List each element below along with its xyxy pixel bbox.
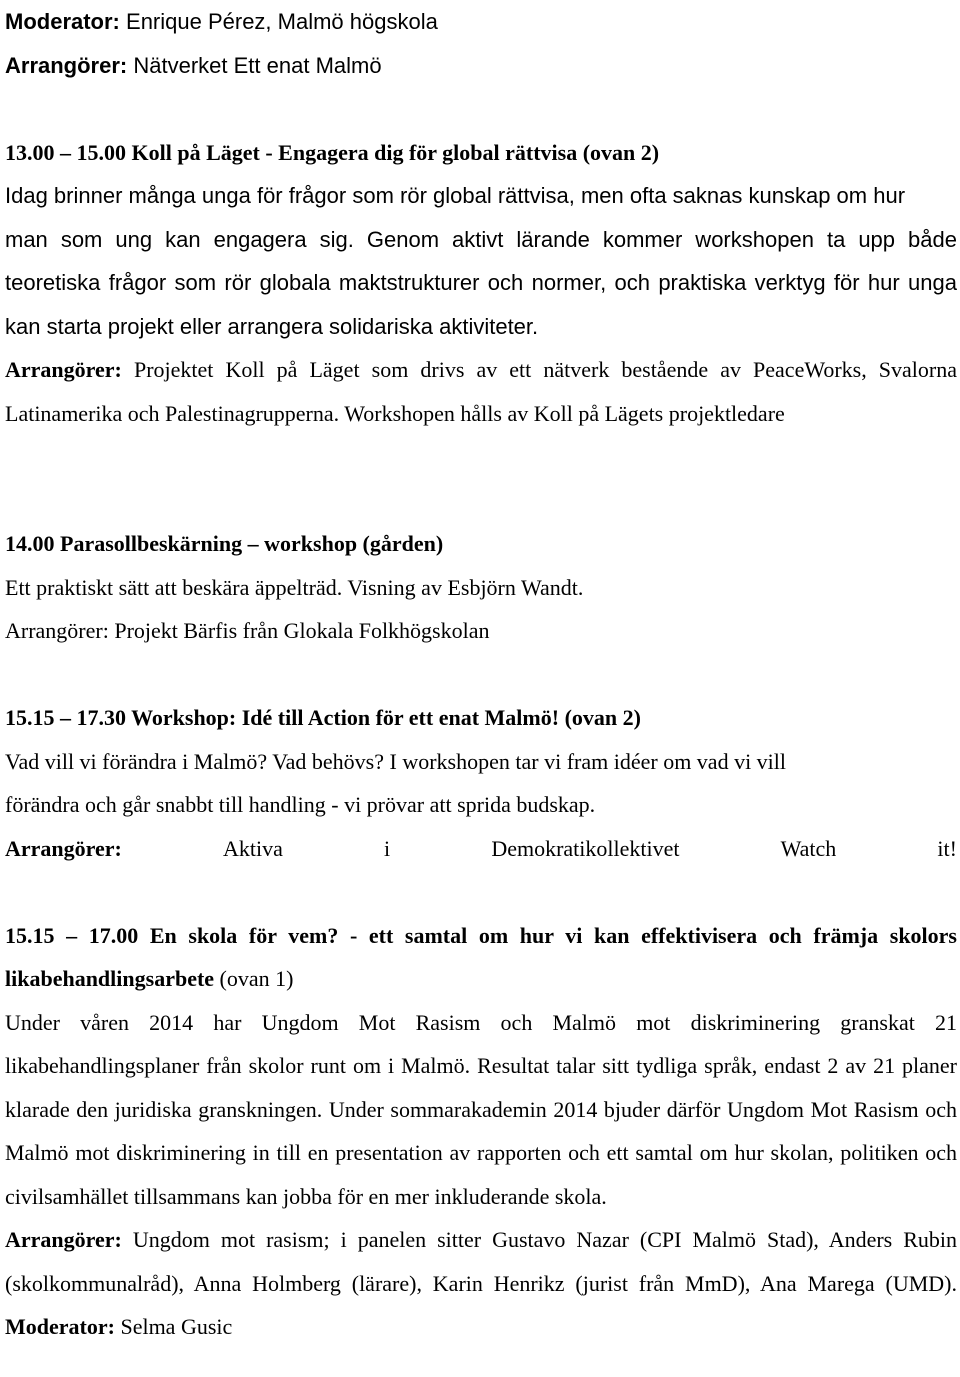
event1-desc-a2: man som ung kan engagera sig. — [5, 226, 354, 252]
event3-arr-w2: i — [384, 835, 391, 861]
event4-desc-c: Under sommarakademin 2014 bjuder därför Ungdom Mot Rasism och Malmö mot diskriminering in till en presentation av rapporten och ett samtal om hur skolan, politiken och civilsamhället tillsammans kan jobba för en mer inkluderande skola. — [5, 1096, 957, 1209]
event3-desc-line2: förändra och går snabbt till handling - vi prövar att sprida budskap. — [5, 792, 596, 817]
event3-desc-a: Vad vill vi förändra i Malmö? Vad behövs? — [5, 748, 385, 774]
event4-location: (ovan 1) — [219, 966, 294, 991]
event2-title: 14.00 Parasollbeskärning – workshop (gården) — [5, 531, 444, 556]
event4-desc-b: Resultat talar sitt tydliga språk, endast 2 av 21 planer klarade den juridiska granskningen. — [5, 1053, 957, 1122]
event1-time: 13.00 – 15.00 — [5, 139, 126, 165]
event1-title-line — [5, 131, 957, 175]
event4-arr-label: Arrangörer: — [5, 1227, 122, 1252]
moderator-text: Enrique Pérez, Malmö högskola — [126, 9, 438, 34]
event3-arr-w4: Watch — [780, 835, 837, 861]
arrangorer-text: Nätverket Ett enat Malmö — [133, 52, 382, 78]
event1-title: Koll på Läget - Engagera dig för global rättvisa (ovan 2) — [131, 139, 660, 165]
event2-arrangorer: Arrangörer: Projekt Bärfis från Glokala Folkhögskolan — [5, 618, 490, 643]
event1-desc-line1: Idag brinner många unga för frågor som rör global rättvisa, men ofta saknas kunskap om hur — [5, 183, 906, 208]
event4-arr-text: Ungdom mot rasism; i panelen sitter Gustavo Nazar (CPI Malmö Stad), Anders Rubin (skolkommunalråd), Anna Holmberg (lärare), Karin Henrikz (jurist från MmD), Ana Marega (UMD). — [5, 1227, 957, 1296]
event3-arr-w3: Demokratikollektivet — [491, 835, 680, 861]
event3-arr-w1: Aktiva — [223, 835, 283, 861]
program-page — [5, 0, 957, 1349]
top-moderator-line — [5, 0, 957, 44]
event1-desc-b: Genom aktivt lärande kommer workshopen ta upp både teoretiska frågor som rör globala maktstrukturer och normer, och praktiska verktyg för hur unga kan starta projekt eller arrangera solidariska aktiviteter. — [5, 226, 957, 339]
event3-location: (ovan 2) — [564, 705, 641, 730]
event3-arrangorer — [5, 827, 957, 871]
event1-arr-label: Arrangörer: — [5, 357, 122, 382]
top-arrangorer-line — [5, 44, 957, 88]
moderator-label: Moderator: — [5, 9, 120, 34]
event3-arr-w5: it! — [937, 835, 957, 861]
event1-arrangorer — [5, 348, 957, 479]
event3-desc-line1 — [5, 740, 957, 784]
event4-desc — [5, 1001, 957, 1219]
event1-body — [5, 174, 957, 348]
event4-mod-text: Selma Gusic — [120, 1314, 233, 1339]
event4-mod-label: Moderator: — [5, 1314, 115, 1339]
event2-desc: Ett praktiskt sätt att beskära äppelträd. Visning av Esbjörn Wandt. — [5, 574, 584, 600]
event4-title: 15.15 – 17.00 En skola för vem? - ett samtal om hur vi kan effektivisera och främja skolors likabehandlingsarbete — [5, 922, 957, 991]
event3-arr-label: Arrangörer: — [5, 835, 122, 861]
event4-desc-a: Under våren 2014 har Ungdom Mot Rasism och Malmö mot diskriminering granskat 21 likabehandlingsplaner från skolor runt om i Malmö. — [5, 1009, 957, 1078]
arrangorer-label: Arrangörer: — [5, 52, 128, 78]
event1-desc-para — [5, 218, 957, 349]
event1-arr-text: Projektet Koll på Läget som drivs av ett nätverk bestående av PeaceWorks, Svalorna Latinamerika och Palestinagrupperna. Workshopen hålls av Koll på Lägets projektledare — [5, 357, 957, 426]
event4-title-block — [5, 914, 957, 1001]
event3-title: 15.15 – 17.30 Workshop: Idé till Action för ett enat Malmö! — [5, 705, 560, 730]
event3-title-line — [5, 696, 957, 740]
event3-desc-b1: I workshopen tar vi fram idéer om vad vi vill — [389, 748, 787, 774]
event4-arrangorer — [5, 1218, 957, 1349]
